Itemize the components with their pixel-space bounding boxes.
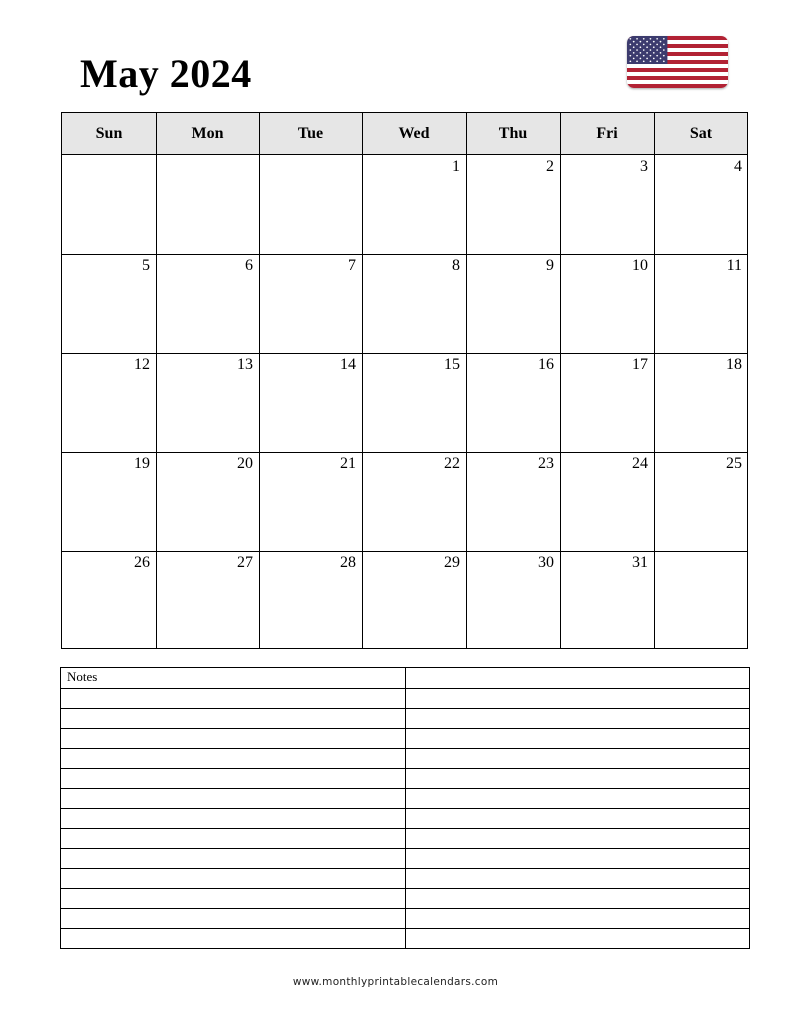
calendar-day-cell (560, 353, 655, 453)
day-number: 4 (734, 158, 742, 175)
calendar-day-cell (156, 452, 260, 552)
day-number: 29 (444, 554, 460, 571)
notes-line (61, 908, 749, 909)
calendar-day-cell (156, 353, 260, 453)
notes-line (61, 828, 749, 829)
day-number: 15 (444, 356, 460, 373)
calendar-day-cell (259, 551, 363, 649)
day-number: 21 (340, 455, 356, 472)
day-number: 24 (632, 455, 648, 472)
day-number: 7 (348, 257, 356, 274)
calendar-day-cell (362, 452, 467, 552)
notes-line (61, 868, 749, 869)
calendar-day-cell (362, 155, 467, 255)
calendar-day-cell (654, 254, 748, 354)
calendar-day-cell (156, 551, 260, 649)
calendar-day-cell (259, 452, 363, 552)
day-number: 30 (538, 554, 554, 571)
day-number: 6 (245, 257, 253, 274)
day-number: 22 (444, 455, 460, 472)
calendar-day-cell (62, 353, 157, 453)
calendar-day-cell (560, 155, 655, 255)
calendar-day-cell (362, 353, 467, 453)
calendar-day-cell (62, 452, 157, 552)
notes-line (61, 728, 749, 729)
day-number: 20 (237, 455, 253, 472)
weekday-header-wed: Wed (362, 113, 467, 154)
day-number: 3 (640, 158, 648, 175)
day-number: 31 (632, 554, 648, 571)
weekday-header-fri: Fri (560, 113, 655, 154)
notes-line (61, 848, 749, 849)
weekday-header-sun: Sun (62, 113, 157, 154)
calendar-day-cell (466, 353, 561, 453)
page-title: May 2024 (80, 51, 252, 96)
calendar-day-cell (62, 155, 157, 255)
day-number: 27 (237, 554, 253, 571)
day-number: 18 (726, 356, 742, 373)
calendar-day-cell (362, 551, 467, 649)
day-number: 12 (134, 356, 150, 373)
notes-table (60, 667, 750, 949)
day-number: 1 (452, 158, 460, 175)
calendar-day-cell (62, 551, 157, 649)
day-number: 23 (538, 455, 554, 472)
day-number: 14 (340, 356, 356, 373)
day-number: 2 (546, 158, 554, 175)
calendar-day-cell (654, 551, 748, 649)
calendar-day-cell (560, 254, 655, 354)
calendar-day-cell (654, 155, 748, 255)
day-number: 13 (237, 356, 253, 373)
notes-line (61, 808, 749, 809)
calendar-day-cell (466, 254, 561, 354)
calendar-day-cell (259, 254, 363, 354)
calendar-day-cell (560, 452, 655, 552)
day-number: 28 (340, 554, 356, 571)
calendar-day-cell (259, 353, 363, 453)
notes-line (61, 748, 749, 749)
notes-line (61, 688, 749, 689)
notes-line (61, 788, 749, 789)
calendar-day-cell (560, 551, 655, 649)
calendar-day-cell (654, 353, 748, 453)
notes-line (61, 768, 749, 769)
weekday-header-sat: Sat (689, 125, 713, 142)
notes-label: Notes (67, 669, 98, 684)
calendar-day-cell (466, 551, 561, 649)
weekday-header-tue: Tue (259, 113, 363, 154)
day-number: 8 (452, 257, 460, 274)
day-number: 11 (726, 257, 742, 274)
day-number: 26 (134, 554, 150, 571)
notes-line (61, 928, 749, 929)
calendar-day-cell (654, 452, 748, 552)
calendar-day-cell (466, 452, 561, 552)
calendar-grid (61, 112, 748, 649)
footer-url: www.monthlyprintablecalendars.com (292, 976, 499, 988)
calendar-day-cell (62, 254, 157, 354)
calendar-day-cell (156, 254, 260, 354)
notes-line (61, 708, 749, 709)
us-flag-icon (627, 36, 728, 88)
notes-line (61, 888, 749, 889)
calendar-day-cell (156, 155, 260, 255)
weekday-header-mon: Mon (156, 113, 260, 154)
day-number: 19 (134, 455, 150, 472)
calendar-day-cell (466, 155, 561, 255)
calendar-day-cell (362, 254, 467, 354)
day-number: 25 (726, 455, 742, 472)
day-number: 10 (632, 257, 648, 274)
day-number: 5 (142, 257, 150, 274)
weekday-header-row (62, 113, 747, 155)
day-number: 16 (538, 356, 554, 373)
day-number: 9 (546, 257, 554, 274)
weekday-header-thu: Thu (466, 113, 561, 154)
calendar-day-cell (259, 155, 363, 255)
day-number: 17 (632, 356, 648, 373)
